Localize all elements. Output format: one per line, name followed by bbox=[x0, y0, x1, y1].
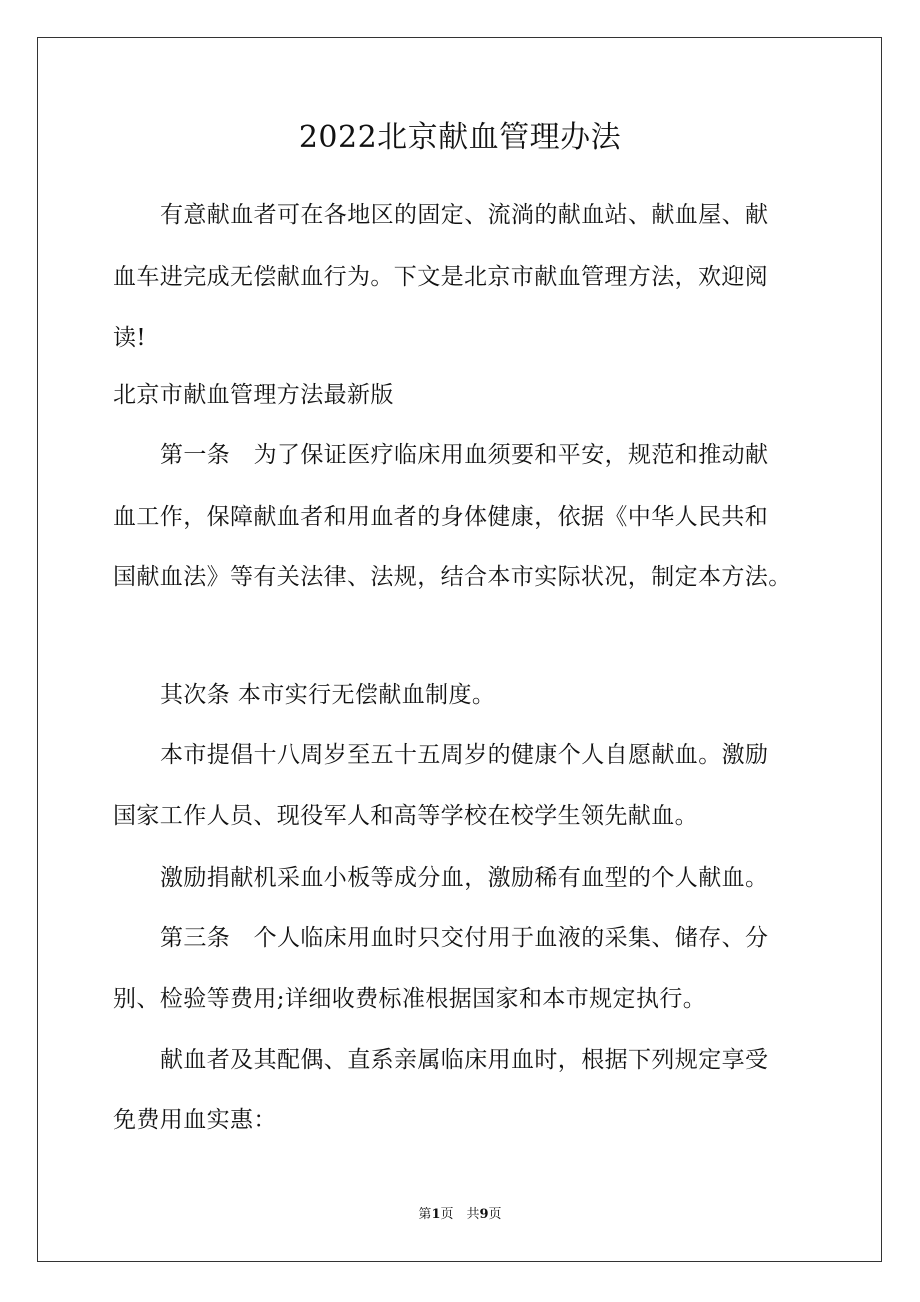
footer-page-mid: 页 共 bbox=[440, 1207, 480, 1222]
paragraph-line: 第一条 为了保证医疗临床用血须要和平安，规范和推动献 bbox=[160, 442, 769, 468]
footer-page-current: 1 bbox=[431, 1207, 441, 1222]
paragraph-line: 国家工作人员、现役军人和高等学校在校学生领先献血。 bbox=[113, 803, 698, 829]
paragraph-line: 免费用血实惠： bbox=[113, 1107, 277, 1133]
footer-page-prefix: 第 bbox=[418, 1207, 432, 1222]
paragraph-line: 本市提倡十八周岁至五十五周岁的健康个人自愿献血。激励 bbox=[160, 742, 769, 768]
paragraph-line: 第三条 个人临床用血时只交付用于血液的采集、储存、分 bbox=[160, 925, 769, 951]
paragraph-line: 其次条 本市实行无偿献血制度。 bbox=[160, 682, 496, 708]
paragraph-line: 血工作，保障献血者和用血者的身体健康，依据《中华人民共和 bbox=[113, 504, 769, 530]
page-footer bbox=[0, 1206, 920, 1224]
document-title: 2022北京献血管理办法 bbox=[298, 120, 622, 155]
footer-page-total: 9 bbox=[479, 1207, 489, 1222]
paragraph-line: 别、检验等费用;详细收费标准根据国家和本市规定执行。 bbox=[113, 986, 707, 1012]
paragraph-line: 血车进完成无偿献血行为。下文是北京市献血管理方法，欢迎阅 bbox=[113, 264, 769, 290]
section-heading: 北京市献血管理方法最新版 bbox=[113, 382, 394, 408]
paragraph-line: 有意献血者可在各地区的固定、流淌的献血站、献血屋、献 bbox=[160, 202, 769, 228]
paragraph-line: 激励捐献机采血小板等成分血，激励稀有血型的个人献血。 bbox=[160, 865, 769, 891]
paragraph-line: 读! bbox=[113, 325, 147, 351]
paragraph-line: 国献血法》等有关法律、法规，结合本市实际状况，制定本方法。 bbox=[113, 564, 792, 590]
footer-page-suffix: 页 bbox=[488, 1207, 502, 1222]
paragraph-line: 献血者及其配偶、直系亲属临床用血时，根据下列规定享受 bbox=[160, 1047, 769, 1073]
